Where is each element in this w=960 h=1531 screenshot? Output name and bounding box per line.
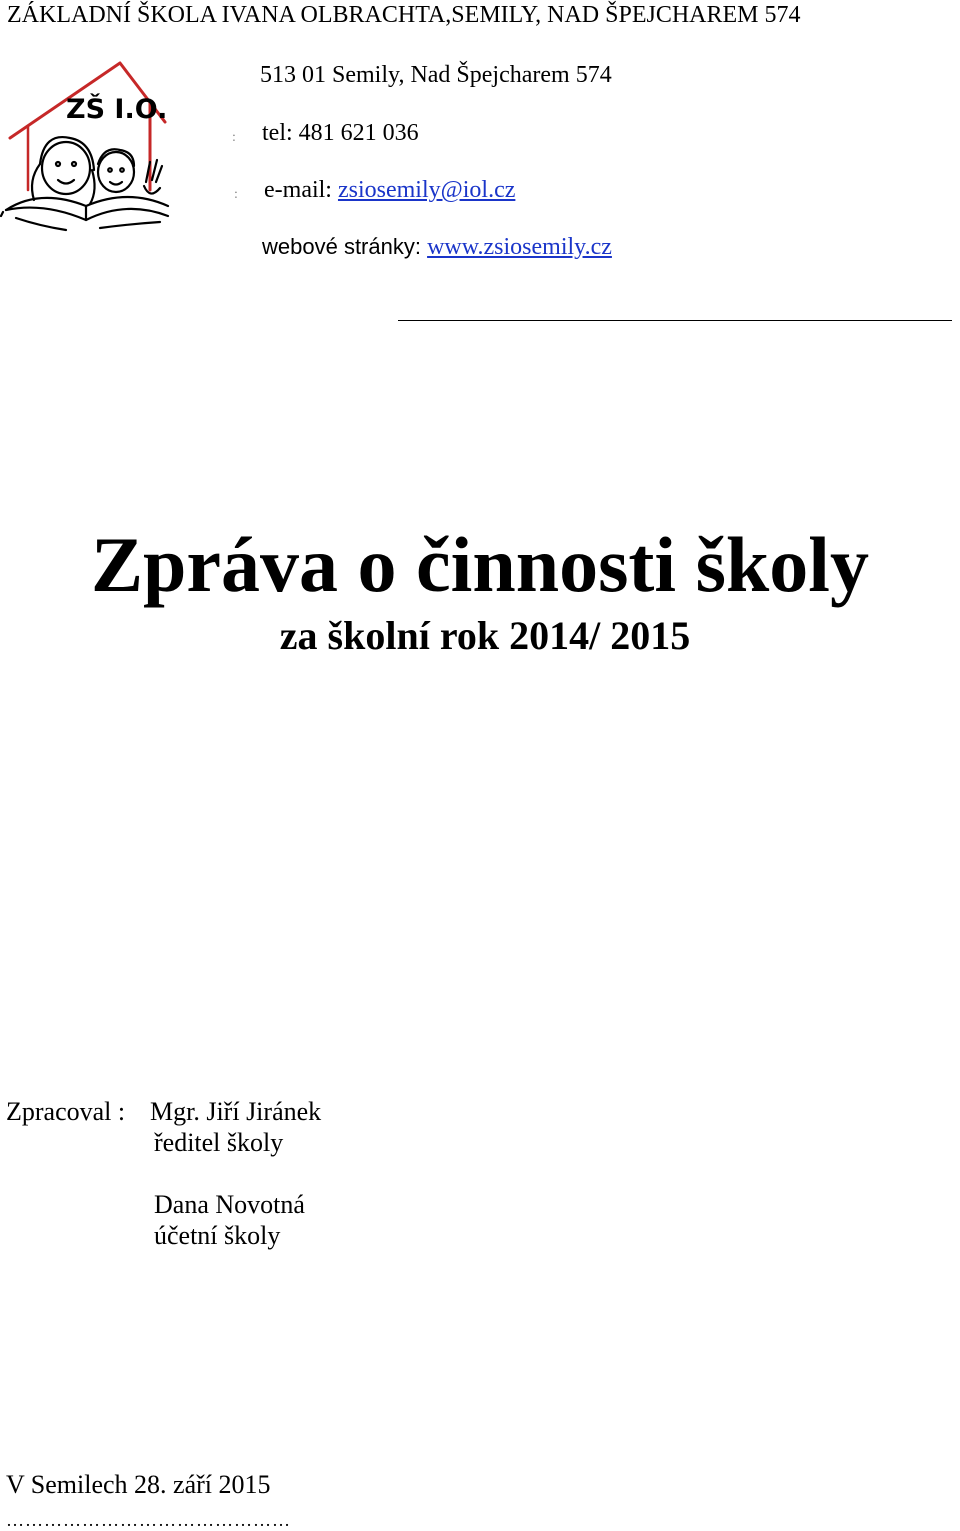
stray-mark: : (234, 187, 238, 202)
school-logo-drawing (0, 60, 175, 232)
email-label: e-mail: (264, 177, 338, 203)
website-line (262, 234, 612, 261)
document-subtitle: za školní rok 2014/ 2015 (279, 613, 691, 658)
coauthor-role: účetní školy (154, 1221, 281, 1250)
address-line: 513 01 Semily, Nad Špejcharem 574 (260, 62, 612, 88)
prepared-by-label: Zpracoval : (6, 1097, 126, 1126)
place-and-date: V Semilech 28. září 2015 (6, 1470, 271, 1499)
signature-line: ……………………………………… (6, 1510, 291, 1530)
website-link[interactable]: www.zsiosemily.cz (427, 234, 612, 260)
email-link[interactable]: zsiosemily@iol.cz (337, 177, 516, 203)
school-name-heading: ZÁKLADNÍ ŠKOLA IVANA OLBRACHTA,SEMILY, NAD ŠPEJCHAREM 574 (7, 2, 801, 28)
document-title: Zpráva o činnosti školy (91, 521, 869, 608)
stray-mark: : (232, 130, 236, 145)
coauthor-name: Dana Novotná (154, 1190, 305, 1219)
author-name: Mgr. Jiří Jiránek (150, 1097, 322, 1126)
website-label: webové stránky: (262, 234, 428, 259)
author-role: ředitel školy (154, 1128, 284, 1157)
school-logo (0, 60, 175, 232)
phone-line: tel: 481 621 036 (262, 120, 419, 146)
email-line (264, 177, 515, 204)
header-divider (398, 320, 952, 321)
logo-lettering: ZŠ I.O. (66, 94, 168, 125)
